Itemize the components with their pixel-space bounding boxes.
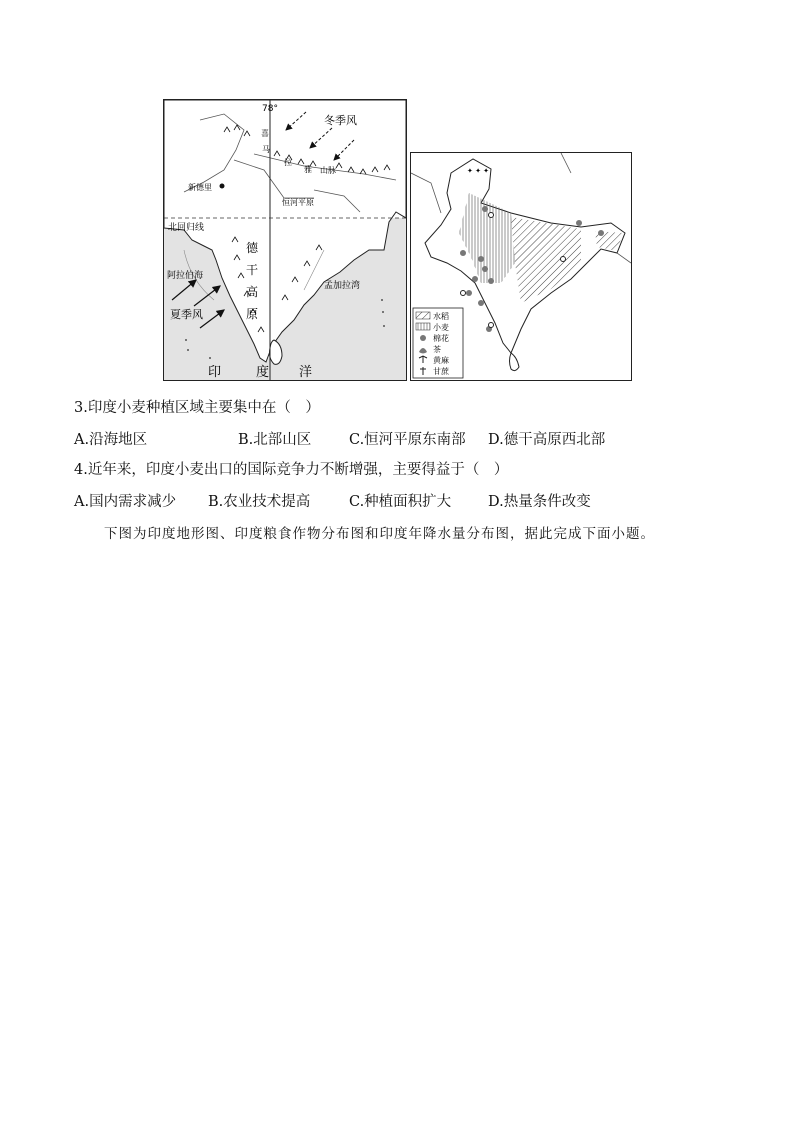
question-4-options [74, 492, 674, 512]
question-4-option-b[interactable]: B.农业技术提高 [208, 494, 311, 510]
new-delhi-label: 新德里 [188, 183, 212, 192]
question-4-stem: 4.近年来，印度小麦出口的国际竞争力不断增强，主要得益于（ ） [74, 462, 509, 478]
question-4-option-c[interactable]: C.种植面积扩大 [349, 494, 452, 510]
arabian-sea-label: 阿拉伯海 [167, 271, 204, 281]
legend-label: 茶 [433, 345, 441, 354]
deccan-char: 原 [246, 307, 259, 321]
himalaya-char: 脉 [328, 166, 336, 175]
legend-label: 黄麻 [433, 356, 449, 365]
rice-region [511, 217, 581, 303]
meridian-label: 78° [262, 104, 278, 114]
bay-of-bengal-label: 孟加拉湾 [324, 281, 361, 291]
question-3-option-d[interactable]: D.德干高原西北部 [488, 432, 606, 448]
new-delhi-dot [220, 184, 225, 189]
himalaya-char: 雅 [304, 165, 312, 174]
deccan-char: 干 [246, 263, 259, 277]
legend-label: 棉花 [433, 334, 449, 343]
legend-swatch-rice [416, 312, 430, 319]
legend-label: 水稻 [433, 312, 449, 321]
winter-monsoon-label: 冬季风 [324, 114, 357, 127]
next-section-intro: 下图为印度地形图、印度粮食作物分布图和印度年降水量分布图，据此完成下面小题。 [104, 526, 655, 542]
question-4-option-d[interactable]: D.热量条件改变 [488, 494, 591, 510]
sri-lanka [510, 353, 520, 371]
question-3-option-b[interactable]: B.北部山区 [238, 432, 312, 448]
himalaya-char: 山 [320, 166, 328, 175]
ocean-char: 印 [208, 365, 222, 380]
india-terrain-map [163, 99, 407, 381]
himalaya-char: 拉 [284, 158, 292, 167]
question-3-stem: 3.印度小麦种植区域主要集中在（ ） [74, 400, 320, 416]
legend-label: 小麦 [433, 323, 449, 332]
question-3-options [74, 430, 674, 450]
legend-swatch-cotton [420, 335, 426, 341]
tropic-label: 北回归线 [168, 223, 205, 233]
crop-distribution-map [410, 152, 632, 381]
kashmir-symbols: ✦ ✦ ✦ [467, 167, 490, 175]
ocean-char: 洋 [299, 365, 313, 380]
question-4-option-a[interactable]: A.国内需求减少 [74, 494, 177, 510]
deccan-char: 高 [246, 285, 259, 299]
deccan-char: 德 [246, 241, 259, 255]
legend-label: 甘蔗 [433, 367, 449, 376]
summer-monsoon-label: 夏季风 [170, 308, 203, 321]
question-3-option-c[interactable]: C.恒河平原东南部 [349, 432, 466, 448]
ocean-char: 度 [256, 365, 270, 380]
himalaya-char: 喜 [261, 129, 269, 138]
legend-swatch-wheat [416, 323, 430, 330]
ganges-plain-label: 恒河平原 [282, 198, 314, 207]
himalaya-char: 马 [262, 145, 270, 154]
question-3-option-a[interactable]: A.沿海地区 [74, 432, 148, 448]
